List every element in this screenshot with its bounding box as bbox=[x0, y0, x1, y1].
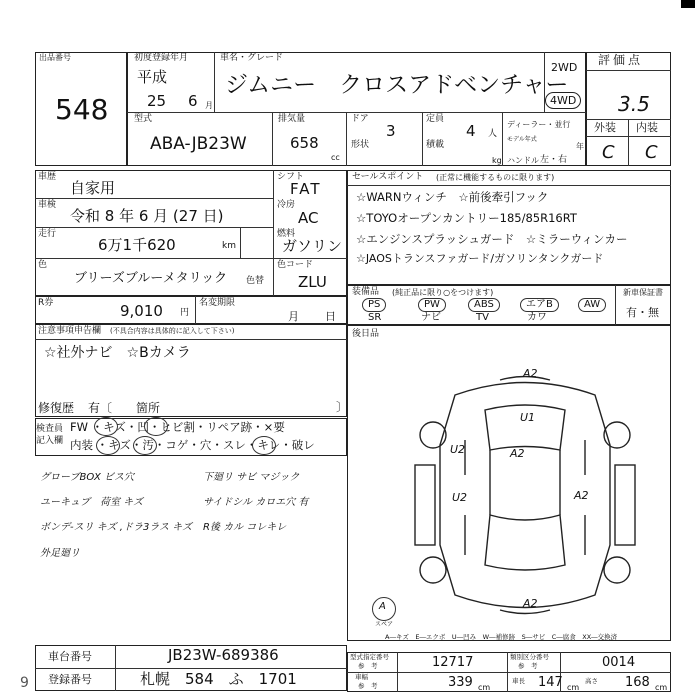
divider bbox=[273, 170, 274, 296]
color-change-label: 色替 bbox=[246, 276, 265, 286]
divider bbox=[628, 119, 629, 166]
shape-label: 形状 bbox=[351, 140, 370, 150]
warranty-month: 月 bbox=[288, 310, 299, 323]
circle-mark bbox=[94, 417, 118, 436]
warranty-card-label: 新車保証書 bbox=[623, 288, 663, 297]
height-unit: cm bbox=[655, 683, 668, 692]
check-row-2: 内装 ・キズ・汚・コゲ・穴・スレ・キレ・破レ bbox=[70, 438, 315, 452]
plate-label: 登録番号 bbox=[48, 673, 92, 686]
damage-mark: A2 bbox=[510, 447, 525, 460]
sales-box bbox=[347, 170, 671, 285]
length-label: 車幅 bbox=[355, 673, 368, 681]
class-label: 類別区分番号 bbox=[510, 653, 549, 661]
class-value: 0014 bbox=[602, 655, 636, 670]
attention-value: ☆社外ナビ ☆Bカメラ bbox=[44, 345, 191, 361]
damage-mark: U1 bbox=[520, 411, 536, 424]
divider bbox=[397, 652, 398, 692]
interior-value: C bbox=[645, 142, 658, 163]
exterior-value: C bbox=[602, 142, 615, 163]
width-value: 147 bbox=[538, 675, 563, 690]
height-label: 高さ bbox=[585, 677, 598, 685]
equip-leather: カワ bbox=[527, 312, 547, 323]
drive-2wd: 2WD bbox=[551, 61, 578, 74]
chassis-value: JB23W-689386 bbox=[168, 646, 279, 664]
history-value: 自家用 bbox=[70, 179, 116, 197]
divider bbox=[115, 645, 116, 691]
check-row-1: FW ・キズ・凹・ヒビ割・リペア跡・×要 bbox=[70, 420, 285, 434]
sales-line: ☆TOYOオープンカントリー185/85R16RT bbox=[356, 211, 577, 225]
color-label: 色 bbox=[38, 260, 48, 270]
equipment-label: 装備品 bbox=[352, 287, 380, 297]
displacement-label: 排気量 bbox=[278, 114, 306, 124]
model-year-label: モデル年式 bbox=[507, 136, 537, 143]
corner-mark bbox=[681, 0, 695, 8]
divider bbox=[127, 112, 586, 113]
damage-mark: A2 bbox=[574, 489, 589, 502]
equipment-note: (純正品に限り○をつけます) bbox=[392, 288, 494, 297]
warranty-day: 日 bbox=[325, 310, 336, 323]
equip-airbag: エアB bbox=[520, 298, 559, 312]
legend: A―キズ E―エクボ U―凹み W―補修跡 S―サビ C―腐食 XX―交換済 bbox=[385, 633, 618, 641]
height-value: 168 bbox=[625, 675, 650, 690]
length-sub: 参 考 bbox=[358, 682, 378, 690]
lot-label: 出品番号 bbox=[39, 53, 71, 62]
note-right: R後 カル コレキレ bbox=[203, 522, 287, 533]
mileage-unit: km bbox=[222, 241, 236, 251]
width-unit: cm bbox=[567, 683, 580, 692]
spare-mark: A bbox=[379, 601, 386, 612]
equip-ps: PS bbox=[362, 298, 386, 312]
divider bbox=[346, 112, 347, 166]
exterior-label: 外装 bbox=[594, 121, 616, 134]
recycle-label: R券 bbox=[38, 298, 54, 308]
equip-aw: AW bbox=[578, 298, 606, 312]
inspection-label: 車検 bbox=[38, 200, 57, 210]
type-value: ABA-JB23W bbox=[150, 134, 247, 154]
model-year-unit: 年 bbox=[576, 142, 584, 151]
ac-label: 冷房 bbox=[277, 200, 296, 210]
displacement-value: 658 bbox=[290, 134, 319, 152]
sales-note: (正常に機能するものに限ります) bbox=[436, 173, 555, 182]
divider bbox=[35, 198, 273, 199]
shift-value: FAT bbox=[290, 180, 322, 198]
sales-line: ☆JAOSトランスファガード/ガソリンタンクガード bbox=[356, 252, 604, 265]
check-label-1: 検査員 bbox=[36, 424, 64, 434]
drive-4wd: 4WD bbox=[545, 92, 581, 109]
divider bbox=[195, 296, 196, 324]
plate-value: 札幌 584 ふ 1701 bbox=[140, 670, 297, 688]
recycle-value: 9,010 bbox=[120, 302, 163, 320]
chassis-label: 車台番号 bbox=[48, 650, 92, 663]
inspection-value: 令和 8 年 6 月 (27 日) bbox=[70, 207, 224, 225]
handle-label: ハンドル bbox=[507, 156, 539, 165]
doors-label: ドア bbox=[351, 114, 369, 124]
length-value: 339 bbox=[448, 675, 473, 690]
divider bbox=[586, 136, 671, 137]
displacement-unit: cc bbox=[331, 153, 340, 162]
mileage-label: 走行 bbox=[38, 229, 57, 239]
note-left: ユーキュブ 荷室 キズ bbox=[40, 497, 143, 508]
car-diagram bbox=[395, 365, 655, 625]
type-no-value: 12717 bbox=[432, 655, 474, 670]
divider bbox=[35, 339, 347, 340]
first-reg-year: 25 bbox=[147, 92, 167, 110]
load-unit: kg bbox=[492, 156, 502, 165]
sales-label: セールスポイント bbox=[352, 172, 424, 182]
warranty-card-value: 有・無 bbox=[626, 306, 659, 319]
damage-mark: A2 bbox=[523, 367, 538, 380]
divider bbox=[507, 652, 508, 692]
warranty-label: 名変期限 bbox=[199, 298, 236, 308]
color-code-label: 色コード bbox=[277, 260, 314, 270]
damage-mark: U2 bbox=[450, 443, 466, 456]
note-left: 外足廻リ bbox=[40, 548, 80, 559]
spare-label: スペア bbox=[375, 621, 394, 628]
color-code-value: ZLU bbox=[298, 273, 327, 291]
divider bbox=[615, 285, 616, 325]
sales-line: ☆WARNウィンチ ☆前後牽引フック bbox=[356, 190, 549, 204]
note-right: サイドシル カロエ穴 有 bbox=[203, 497, 309, 508]
handle-value: 左・右 bbox=[540, 155, 568, 165]
type-no-sub: 参 考 bbox=[358, 662, 378, 670]
first-reg-month-unit: 月 bbox=[205, 101, 213, 110]
note-right: 下廻リ サビ マジック bbox=[203, 472, 300, 483]
ac-value: AC bbox=[298, 209, 319, 227]
class-sub: 参 考 bbox=[518, 662, 538, 670]
equip-abs: ABS bbox=[468, 298, 500, 312]
interior-label: 内装 bbox=[636, 121, 658, 134]
circle-mark bbox=[144, 417, 168, 436]
sales-line: ☆エンジンスプラッシュガード ☆ミラーウィンカー bbox=[356, 232, 628, 246]
type-label: 型式 bbox=[134, 114, 153, 124]
after-label: 後日品 bbox=[352, 329, 380, 339]
divider bbox=[35, 668, 347, 669]
equip-navi: ナビ bbox=[421, 312, 441, 323]
check-label-2: 記入欄 bbox=[36, 436, 64, 446]
mileage-value: 6万1千620 bbox=[98, 236, 176, 254]
capacity-unit: 人 bbox=[488, 129, 498, 139]
damage-mark: A2 bbox=[523, 597, 538, 610]
attention-note: (不具合内容は具体的に記入して下さい) bbox=[110, 327, 235, 335]
capacity-value: 4 bbox=[466, 122, 476, 140]
repair-close: 〕 bbox=[336, 400, 349, 414]
note-left: ボンデ-スリ キズ ,ドラ3ラス キズ bbox=[40, 522, 192, 533]
repair-value: 有〔 箇所 bbox=[88, 401, 161, 415]
attention-box bbox=[35, 324, 347, 417]
equip-pw: PW bbox=[418, 298, 446, 312]
dealer-label: ディーラー・並行 bbox=[507, 120, 571, 129]
length-unit: cm bbox=[478, 683, 491, 692]
repair-label: 修復歴 bbox=[38, 401, 75, 415]
rating-value: 3.5 bbox=[618, 92, 650, 116]
divider bbox=[347, 185, 671, 186]
divider bbox=[502, 112, 503, 166]
divider bbox=[272, 112, 273, 166]
divider bbox=[586, 70, 671, 71]
first-reg-era: 平成 bbox=[137, 68, 168, 86]
attention-label: 注意事項申告欄 bbox=[38, 326, 102, 336]
color-value: ブリーズブルーメタリック bbox=[74, 271, 228, 286]
capacity-label: 定員 bbox=[426, 114, 445, 124]
page-number: 9 bbox=[20, 675, 29, 691]
type-no-label: 型式指定番号 bbox=[350, 653, 389, 661]
lot-number: 548 bbox=[55, 93, 109, 126]
recycle-unit: 円 bbox=[180, 308, 190, 318]
shift-label: シフト bbox=[277, 172, 305, 182]
recycle-box bbox=[35, 296, 347, 324]
first-reg-month: 6 bbox=[188, 92, 198, 110]
note-left: グローブBOX ビス穴 bbox=[40, 472, 134, 483]
divider bbox=[214, 52, 215, 112]
equip-sr: SR bbox=[368, 312, 382, 323]
rating-label: 評価点 bbox=[598, 53, 644, 67]
equip-tv: TV bbox=[476, 312, 489, 323]
divider bbox=[35, 258, 347, 259]
circle-mark bbox=[252, 436, 276, 455]
divider bbox=[35, 227, 273, 228]
circle-mark bbox=[133, 436, 157, 455]
fuel-label: 燃料 bbox=[277, 229, 296, 239]
model-label: 車名・グレード bbox=[220, 53, 284, 63]
fuel-value: ガソリン bbox=[282, 237, 343, 255]
model-name: ジムニー クロスアドベンチャー bbox=[225, 72, 569, 98]
width-label: 車長 bbox=[512, 677, 525, 685]
load-label: 積載 bbox=[426, 140, 445, 150]
history-label: 車歴 bbox=[38, 172, 57, 182]
divider bbox=[347, 672, 671, 673]
divider bbox=[422, 112, 423, 166]
divider bbox=[240, 227, 241, 258]
damage-mark: U2 bbox=[452, 491, 468, 504]
circle-mark bbox=[96, 436, 120, 455]
doors-value: 3 bbox=[386, 122, 396, 140]
first-reg-label: 初度登録年月 bbox=[134, 53, 189, 63]
